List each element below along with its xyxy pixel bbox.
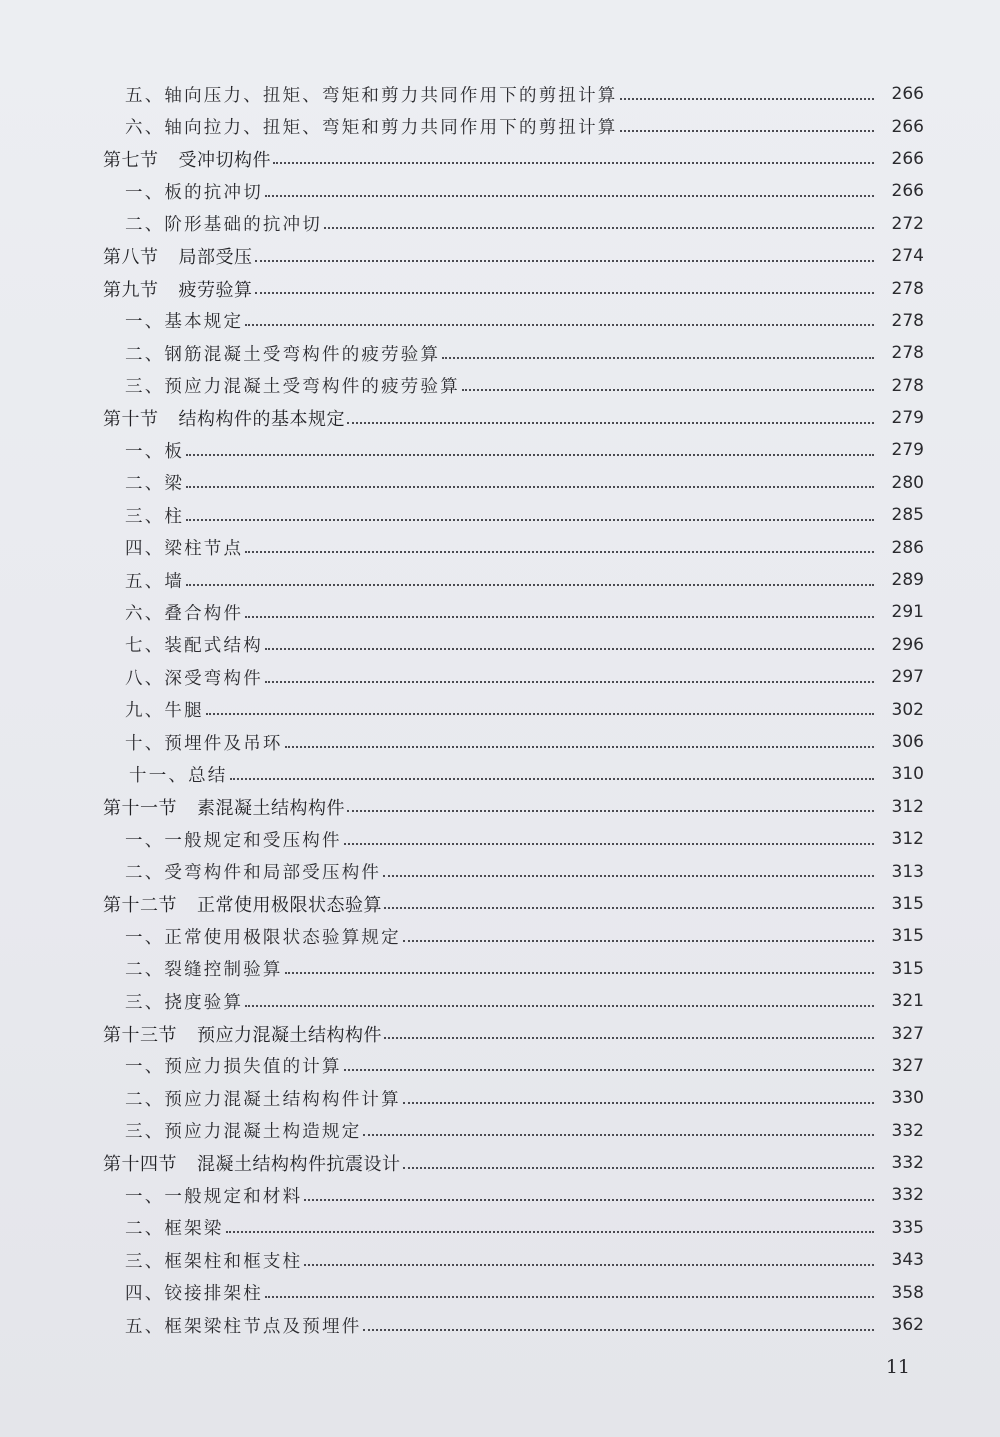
dot-leader xyxy=(265,647,874,650)
toc-page-number: 297 xyxy=(891,667,924,688)
dot-leader xyxy=(226,1230,875,1233)
toc-page-number: 327 xyxy=(891,1055,924,1076)
toc-section-row xyxy=(0,240,1000,272)
toc-subsection-row xyxy=(0,337,1000,369)
toc-page-number: 266 xyxy=(891,116,924,137)
dot-leader xyxy=(255,259,875,262)
dot-leader xyxy=(255,291,875,294)
toc-subsection-row xyxy=(0,531,1000,563)
toc-entry-label: 四、铰接排架柱 xyxy=(125,1284,263,1305)
toc-subsection-row xyxy=(0,661,1000,693)
toc-entry-label: 五、墙 xyxy=(125,571,185,592)
toc-page-number: 315 xyxy=(891,893,924,914)
toc-entry-label: 一、正常使用极限状态验算规定 xyxy=(125,927,401,948)
toc-entry-label: 八、深受弯构件 xyxy=(125,668,263,689)
toc-page-number: 332 xyxy=(891,1185,924,1206)
toc-page-number: 266 xyxy=(891,148,924,169)
dot-leader xyxy=(186,485,874,488)
toc-entry-label: 一、一般规定和材料 xyxy=(125,1186,303,1207)
dot-leader xyxy=(245,550,874,553)
section-number: 第八节 xyxy=(103,247,159,269)
toc-page-number: 278 xyxy=(891,310,924,331)
toc-subsection-row xyxy=(0,1115,1000,1147)
toc-page-number: 315 xyxy=(891,926,924,947)
dot-leader xyxy=(620,129,875,132)
toc-subsection-row xyxy=(0,1276,1000,1308)
toc-page-number: 278 xyxy=(891,375,924,396)
dot-leader xyxy=(245,615,874,618)
toc-entry-label: 十、预埋件及吊环 xyxy=(125,733,283,754)
toc-page-number: 362 xyxy=(891,1315,924,1336)
toc-subsection-row xyxy=(0,823,1000,855)
toc-entry-label: 一、板 xyxy=(125,441,185,462)
section-number: 第十三节 xyxy=(103,1024,177,1046)
toc-page-number: 332 xyxy=(891,1153,924,1174)
section-title: 疲劳验算 xyxy=(178,279,253,301)
toc-subsection-row xyxy=(0,1179,1000,1211)
toc-page-number: 312 xyxy=(891,796,924,817)
toc-entry-label: 一、基本规定 xyxy=(125,312,244,333)
toc-subsection-row xyxy=(0,305,1000,337)
toc-section-row xyxy=(0,1147,1000,1179)
dot-leader xyxy=(230,777,875,780)
toc-entry-label xyxy=(103,1021,382,1047)
dot-leader xyxy=(265,1295,874,1298)
toc-entry-label xyxy=(103,891,382,917)
toc-section-row xyxy=(0,272,1000,304)
dot-leader xyxy=(186,583,874,586)
dot-leader xyxy=(206,712,874,715)
toc-entry-label: 十一、总结 xyxy=(129,765,228,786)
dot-leader xyxy=(273,161,874,164)
table-of-contents xyxy=(0,78,1000,1341)
section-number: 第十二节 xyxy=(103,894,177,916)
section-title: 素混凝土结构构件 xyxy=(197,797,345,819)
toc-subsection-row xyxy=(0,758,1000,790)
toc-entry-label: 五、框架梁柱节点及预埋件 xyxy=(125,1316,362,1337)
toc-page-number: 321 xyxy=(891,991,924,1012)
dot-leader xyxy=(344,1068,874,1071)
toc-page-number: 310 xyxy=(891,764,924,785)
toc-subsection-row xyxy=(0,596,1000,628)
toc-entry-label: 五、轴向压力、扭矩、弯矩和剪力共同作用下的剪扭计算 xyxy=(125,85,618,106)
toc-entry-label: 二、受弯构件和局部受压构件 xyxy=(125,863,382,884)
dot-leader xyxy=(324,226,874,229)
toc-subsection-row xyxy=(0,370,1000,402)
section-title: 受冲切构件 xyxy=(178,149,271,171)
section-title: 局部受压 xyxy=(178,247,253,269)
section-title: 结构构件的基本规定 xyxy=(178,409,345,431)
section-number: 第十节 xyxy=(103,409,159,431)
dot-leader xyxy=(285,971,874,974)
section-number: 第七节 xyxy=(103,149,159,171)
toc-subsection-row xyxy=(0,467,1000,499)
dot-leader xyxy=(245,323,874,326)
toc-subsection-row xyxy=(0,693,1000,725)
dot-leader xyxy=(265,194,874,197)
toc-subsection-row xyxy=(0,855,1000,887)
toc-subsection-row xyxy=(0,985,1000,1017)
section-number: 第九节 xyxy=(103,279,159,301)
toc-entry-label: 三、预应力混凝土受弯构件的疲劳验算 xyxy=(125,377,460,398)
toc-page-number: 302 xyxy=(891,699,924,720)
toc-subsection-row xyxy=(0,434,1000,466)
toc-entry-label: 三、预应力混凝土构造规定 xyxy=(125,1122,362,1143)
dot-leader xyxy=(347,809,874,812)
dot-leader xyxy=(304,1263,874,1266)
dot-leader xyxy=(403,1166,875,1169)
toc-entry-label: 六、轴向拉力、扭矩、弯矩和剪力共同作用下的剪扭计算 xyxy=(125,118,618,139)
toc-entry-label: 二、梁 xyxy=(125,474,185,495)
toc-subsection-row xyxy=(0,1212,1000,1244)
dot-leader xyxy=(403,939,874,942)
section-title: 正常使用极限状态验算 xyxy=(197,894,382,916)
dot-leader xyxy=(304,1198,874,1201)
toc-entry-label: 六、叠合构件 xyxy=(125,603,244,624)
toc-entry-label: 二、裂缝控制验算 xyxy=(125,960,283,981)
toc-section-row xyxy=(0,1017,1000,1049)
dot-leader xyxy=(384,1036,874,1039)
toc-page-number: 312 xyxy=(891,829,924,850)
toc-page-number: 289 xyxy=(891,570,924,591)
dot-leader xyxy=(344,842,874,845)
toc-subsection-row xyxy=(0,953,1000,985)
toc-page-number: 279 xyxy=(891,408,924,429)
toc-page-number: 279 xyxy=(891,440,924,461)
toc-page-number: 313 xyxy=(891,861,924,882)
toc-entry-label: 七、装配式结构 xyxy=(125,636,263,657)
toc-page-number: 280 xyxy=(891,472,924,493)
toc-page-number: 286 xyxy=(891,537,924,558)
toc-page-number: 315 xyxy=(891,958,924,979)
toc-entry-label: 二、阶形基础的抗冲切 xyxy=(125,215,322,236)
toc-entry-label xyxy=(103,794,345,820)
toc-entry-label xyxy=(103,276,253,302)
section-number: 第十四节 xyxy=(103,1154,177,1176)
toc-subsection-row xyxy=(0,629,1000,661)
dot-leader xyxy=(265,680,874,683)
toc-entry-label: 三、柱 xyxy=(125,506,185,527)
toc-page-number: 278 xyxy=(891,343,924,364)
toc-page-number: 330 xyxy=(891,1088,924,1109)
toc-section-row xyxy=(0,888,1000,920)
toc-page-number: 296 xyxy=(891,634,924,655)
dot-leader xyxy=(363,1133,874,1136)
toc-page-number: 272 xyxy=(891,213,924,234)
toc-entry-label: 三、挠度验算 xyxy=(125,992,244,1013)
toc-page-number: 274 xyxy=(891,246,924,267)
toc-page-number: 343 xyxy=(891,1250,924,1271)
dot-leader xyxy=(383,874,874,877)
toc-entry-label xyxy=(103,1150,401,1176)
toc-subsection-row xyxy=(0,1082,1000,1114)
toc-page-number: 266 xyxy=(891,84,924,105)
toc-entry-label: 二、预应力混凝土结构构件计算 xyxy=(125,1089,401,1110)
dot-leader xyxy=(347,421,874,424)
toc-page-number: 327 xyxy=(891,1023,924,1044)
toc-entry-label xyxy=(103,146,271,172)
section-number: 第十一节 xyxy=(103,797,177,819)
toc-page-number: 285 xyxy=(891,505,924,526)
dot-leader xyxy=(285,745,874,748)
toc-subsection-row xyxy=(0,175,1000,207)
toc-subsection-row xyxy=(0,1050,1000,1082)
toc-page-number: 266 xyxy=(891,181,924,202)
toc-subsection-row xyxy=(0,564,1000,596)
dot-leader xyxy=(620,97,875,100)
toc-entry-label: 三、框架柱和框支柱 xyxy=(125,1251,303,1272)
toc-entry-label xyxy=(103,405,345,431)
toc-page-number: 332 xyxy=(891,1120,924,1141)
dot-leader xyxy=(462,388,874,391)
dot-leader xyxy=(186,518,874,521)
toc-subsection-row xyxy=(0,110,1000,142)
toc-subsection-row xyxy=(0,1244,1000,1276)
section-title: 混凝土结构构件抗震设计 xyxy=(197,1154,401,1176)
toc-entry-label: 四、梁柱节点 xyxy=(125,539,244,560)
toc-section-row xyxy=(0,143,1000,175)
dot-leader xyxy=(403,1101,874,1104)
dot-leader xyxy=(442,356,874,359)
toc-subsection-row xyxy=(0,920,1000,952)
toc-page-number: 291 xyxy=(891,602,924,623)
toc-subsection-row xyxy=(0,1309,1000,1341)
toc-section-row xyxy=(0,402,1000,434)
dot-leader xyxy=(245,1004,874,1007)
section-title: 预应力混凝土结构构件 xyxy=(197,1024,382,1046)
toc-page-number: 335 xyxy=(891,1217,924,1238)
toc-entry-label: 二、框架梁 xyxy=(125,1219,224,1240)
toc-page-number: 358 xyxy=(891,1282,924,1303)
dot-leader xyxy=(384,906,874,909)
toc-entry-label: 一、一般规定和受压构件 xyxy=(125,830,342,851)
toc-entry-label: 九、牛腿 xyxy=(125,701,204,722)
toc-entry-label xyxy=(103,243,253,269)
dot-leader xyxy=(186,453,874,456)
toc-section-row xyxy=(0,791,1000,823)
toc-subsection-row xyxy=(0,726,1000,758)
page-number: 11 xyxy=(885,1356,910,1378)
toc-entry-label: 一、板的抗冲切 xyxy=(125,182,263,203)
toc-subsection-row xyxy=(0,208,1000,240)
dot-leader xyxy=(363,1328,874,1331)
toc-entry-label: 二、钢筋混凝土受弯构件的疲劳验算 xyxy=(125,344,441,365)
toc-page-number: 278 xyxy=(891,278,924,299)
toc-subsection-row xyxy=(0,78,1000,110)
toc-entry-label: 一、预应力损失值的计算 xyxy=(125,1057,342,1078)
toc-page-number: 306 xyxy=(891,732,924,752)
toc-subsection-row xyxy=(0,499,1000,531)
